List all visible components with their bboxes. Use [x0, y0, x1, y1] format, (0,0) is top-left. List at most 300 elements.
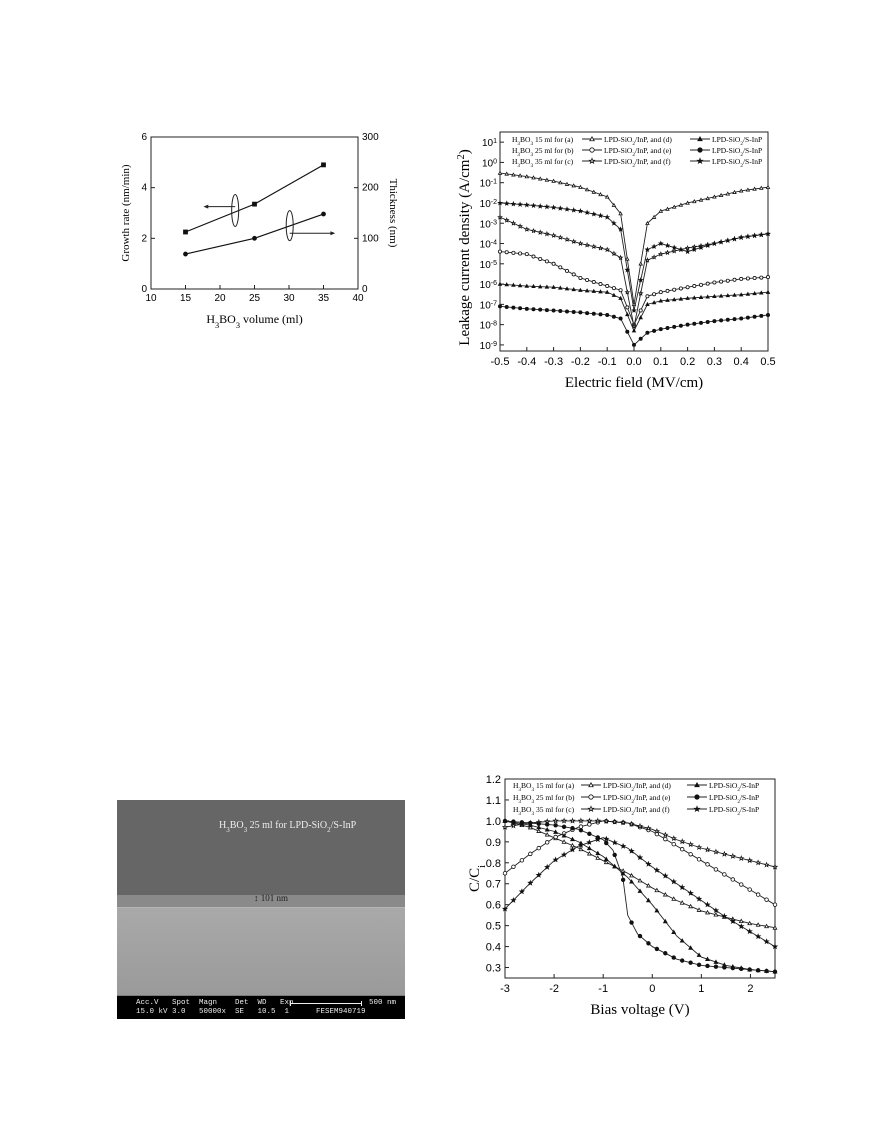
y-tick-label: 0.5 [485, 920, 501, 933]
legend-text: LPD-SiO$_2$/S-InP [709, 781, 760, 793]
sem-databar [117, 996, 405, 1019]
data-point [592, 290, 595, 293]
data-point [706, 295, 709, 298]
data-point [666, 289, 669, 292]
data-point [765, 924, 769, 927]
data-point [713, 295, 716, 298]
data-point [612, 287, 615, 290]
x-tick-label: 1 [698, 983, 705, 995]
series-line-0 [505, 821, 775, 928]
data-point [538, 231, 542, 235]
data-point [505, 218, 509, 222]
y-tick-label: $10^{-5}$ [479, 259, 497, 271]
data-point [532, 229, 536, 232]
data-point [689, 852, 693, 856]
data-point [579, 825, 583, 829]
data-point [630, 822, 634, 826]
y-tick-label: $10^{-1}$ [479, 178, 497, 190]
data-point [585, 211, 589, 215]
data-point [647, 884, 651, 887]
data-point [638, 879, 642, 882]
x-tick-label: -0.2 [570, 356, 590, 368]
data-point [740, 317, 743, 320]
data-point [619, 297, 622, 300]
x-tick-label: 20 [214, 293, 226, 304]
data-point [766, 232, 770, 236]
data-point [503, 871, 507, 875]
legend-marker [698, 137, 702, 141]
data-point [537, 826, 541, 829]
data-point [579, 819, 583, 823]
data-point [733, 293, 736, 296]
data-point [655, 829, 659, 833]
data-point [679, 203, 682, 206]
data-point [588, 852, 592, 855]
data-point [697, 858, 701, 862]
x-tick-label: 40 [352, 293, 364, 304]
y-tick-label: 0.7 [485, 878, 501, 891]
data-point [679, 287, 682, 290]
data-point [586, 289, 589, 292]
data-point [680, 847, 684, 851]
y-tick-label: 0.8 [485, 857, 501, 870]
data-point [655, 947, 659, 951]
data-point [713, 319, 716, 322]
data-point [773, 944, 777, 948]
y-tick-label: $10^{-8}$ [479, 320, 497, 332]
data-point [579, 311, 582, 314]
data-point [585, 243, 589, 247]
y-tick-label: 1.1 [485, 794, 501, 807]
data-point [666, 299, 669, 302]
data-point [666, 326, 669, 329]
legend-marker [589, 795, 593, 799]
data-point [539, 285, 542, 288]
data-point [773, 926, 777, 929]
sem-label-svg [219, 818, 389, 832]
data-point [503, 825, 507, 829]
data-point [766, 313, 769, 316]
data-point [572, 208, 576, 212]
data-point [498, 201, 502, 204]
data-point [505, 305, 508, 308]
data-point [714, 908, 718, 912]
data-point [572, 288, 575, 291]
data-point [766, 276, 769, 279]
data-point [679, 324, 682, 327]
y-tick-label: $10^{-3}$ [479, 218, 497, 231]
legend-marker [695, 806, 700, 811]
data-point [748, 929, 752, 933]
data-point [706, 197, 709, 200]
y-tick-label: 1.0 [485, 815, 501, 828]
x-tick-label: 15 [179, 293, 192, 304]
data-point [532, 204, 536, 207]
data-point [512, 221, 516, 225]
data-point [579, 209, 583, 213]
data-point [525, 253, 528, 256]
data-point [760, 186, 763, 189]
data-point [720, 319, 723, 322]
data-point [518, 203, 522, 207]
data-point [739, 919, 743, 922]
data-point [537, 829, 541, 832]
data-point [756, 934, 760, 938]
data-point [746, 235, 750, 239]
y2-tick-label: 300 [362, 132, 379, 143]
sem-substrate [117, 908, 405, 995]
data-point [773, 903, 777, 907]
data-point [632, 329, 635, 332]
data-point [538, 204, 542, 208]
x-tick-label: 35 [317, 293, 330, 304]
data-point [697, 963, 701, 967]
data-point [719, 240, 723, 244]
x-tick-label: 0.0 [626, 356, 642, 368]
data-point [512, 283, 515, 286]
data-point [663, 874, 667, 878]
x-tick-label: 0.5 [760, 356, 776, 368]
data-point [570, 819, 574, 823]
data-point [554, 858, 558, 862]
data-point [760, 291, 763, 294]
data-point [599, 193, 602, 196]
data-point [520, 821, 524, 825]
data-point [697, 897, 701, 901]
data-point [753, 276, 756, 279]
data-point [639, 262, 642, 265]
data-point [673, 205, 676, 208]
x-tick-label: -3 [500, 983, 510, 995]
data-point [565, 238, 569, 241]
data-point [626, 257, 629, 260]
data-point [552, 234, 556, 238]
data-point [588, 832, 592, 836]
legend-text: $H_3BO_3$ 15 ml for (a) [513, 781, 575, 793]
data-point [697, 845, 701, 849]
data-point [731, 878, 735, 882]
data-point [632, 343, 635, 346]
sem-thickness-label: 101 nm [260, 893, 289, 903]
y-tick-label: 1.2 [485, 774, 501, 786]
data-point [525, 175, 528, 178]
data-point [731, 966, 735, 970]
y-tick-label: 2 [141, 233, 147, 245]
data-point [723, 873, 727, 877]
data-point [559, 286, 562, 289]
data-point [559, 181, 562, 184]
data-point [726, 239, 730, 242]
data-point [639, 316, 642, 319]
legend-text: $H_3BO_3$ 25 ml for (b) [513, 793, 575, 805]
data-point [552, 286, 555, 289]
data-point [740, 189, 743, 192]
data-point [572, 273, 575, 276]
x-tick-label: -0.1 [597, 356, 617, 368]
data-point [571, 826, 575, 830]
data-point [606, 313, 609, 316]
data-point [765, 863, 769, 867]
data-point [739, 924, 743, 928]
data-point [663, 833, 667, 837]
data-point [672, 897, 676, 900]
data-point [659, 299, 662, 302]
data-point [653, 301, 656, 304]
data-point [686, 250, 690, 254]
data-point [545, 833, 549, 836]
y-tick-label: $10^{-7}$ [479, 299, 497, 312]
data-point [596, 856, 600, 859]
data-point [760, 233, 764, 237]
data-point [680, 901, 684, 904]
data-point [652, 255, 656, 258]
data-point [673, 288, 676, 291]
data-point [713, 242, 717, 246]
data-point [545, 823, 549, 827]
sem-sample-label [219, 818, 389, 835]
data-point [672, 880, 676, 884]
data-point [586, 188, 589, 191]
data-point [498, 171, 501, 174]
sem-scale-bar [290, 1001, 362, 1006]
legend-marker [589, 783, 593, 787]
legend-text: LPD-SiO$_2$/InP, and (f) [604, 157, 671, 169]
data-point [672, 836, 676, 840]
x-tick-label: 30 [283, 293, 295, 304]
x-axis-label: Bias voltage (V) [590, 1002, 690, 1018]
data-point [706, 957, 710, 960]
data-point [539, 257, 542, 260]
data-point [638, 824, 642, 828]
data-point [579, 242, 583, 246]
data-point [532, 308, 535, 311]
data-point [596, 851, 600, 854]
plot-frame [151, 137, 358, 289]
data-point [525, 203, 529, 207]
data-point [714, 868, 718, 872]
y-tick-label: $10^{-9}$ [479, 340, 497, 352]
data-point [773, 865, 777, 869]
data-point [756, 893, 760, 897]
data-point [689, 891, 693, 895]
sem-micrograph [117, 800, 405, 1019]
data-point [565, 183, 568, 186]
data-point [619, 317, 622, 320]
data-point [720, 194, 723, 197]
data-point [559, 309, 562, 312]
data-point [639, 292, 643, 296]
data-point [733, 318, 736, 321]
data-point [512, 306, 515, 309]
data-point [733, 237, 737, 241]
data-point [740, 293, 743, 296]
data-point [679, 248, 683, 251]
data-point [599, 313, 602, 316]
data-point [519, 307, 522, 310]
data-point [753, 234, 757, 238]
data-point [525, 227, 529, 231]
data-point [184, 252, 188, 256]
data-point [612, 252, 616, 256]
data-point [559, 236, 563, 239]
data-point [565, 287, 568, 290]
data-point [748, 858, 752, 862]
y-tick-label: $10^1$ [481, 137, 497, 150]
data-point [559, 266, 562, 269]
data-point [714, 913, 718, 916]
data-point [680, 959, 684, 963]
data-point [765, 898, 769, 902]
x-tick-label: 0.2 [679, 356, 696, 368]
legend-marker [590, 148, 594, 152]
data-point [706, 911, 710, 914]
data-point [647, 942, 651, 946]
data-point [498, 215, 502, 219]
data-point [666, 207, 669, 210]
data-point [756, 861, 760, 865]
data-point [666, 244, 670, 248]
data-point [505, 283, 508, 286]
data-point [532, 176, 535, 179]
data-point [586, 278, 589, 281]
data-point [599, 246, 603, 250]
data-point [756, 923, 760, 926]
legend-text: LPD-SiO$_2$/S-InP [712, 157, 763, 169]
y-axis-label: $C/C_i$ [467, 864, 488, 893]
data-point [512, 173, 515, 176]
data-point [253, 236, 257, 240]
data-point [706, 320, 709, 323]
data-point [545, 205, 549, 209]
data-point [686, 286, 689, 289]
cv-chart [467, 770, 790, 1025]
legend-marker [695, 783, 699, 787]
x-tick-label: 0 [649, 983, 656, 995]
y-tick-label: $10^{-2}$ [479, 198, 497, 210]
data-point [766, 291, 769, 294]
data-point [655, 888, 659, 891]
data-point [570, 848, 574, 852]
data-point [253, 202, 257, 206]
data-point [666, 251, 670, 255]
thickness-arrow-icon: ↕ [254, 893, 259, 903]
data-point [562, 825, 566, 829]
data-point [639, 278, 643, 282]
x-tick-label: 10 [145, 293, 157, 304]
data-point [554, 830, 558, 833]
data-point [653, 293, 656, 296]
y2-axis-label: Thickness (nm) [387, 178, 399, 248]
y-tick-label: $10^0$ [481, 157, 497, 170]
data-point [731, 854, 735, 858]
data-point [705, 903, 709, 907]
data-point [664, 893, 668, 896]
x-tick-label: 2 [747, 983, 754, 995]
legend-text: $H_3BO_3$ 15 ml for (a) [512, 135, 574, 147]
data-point [184, 230, 188, 234]
legend-marker [590, 137, 594, 141]
data-point [723, 966, 727, 970]
sem-vacuum-region [117, 800, 405, 895]
data-point [562, 853, 566, 857]
data-point [673, 325, 676, 328]
data-point [706, 282, 709, 285]
data-point [505, 172, 508, 175]
sem-databar-header: Acc.V Spot Magn Det WD Exp [136, 999, 294, 1007]
data-point [498, 305, 501, 308]
y2-tick-label: 200 [362, 182, 379, 194]
data-point [572, 310, 575, 313]
y-tick-label: $10^{-4}$ [479, 239, 497, 251]
data-point [760, 276, 763, 279]
y-tick-label: 4 [141, 182, 147, 194]
legend-marker [695, 795, 699, 799]
data-point [552, 179, 555, 182]
data-point [545, 232, 549, 236]
legend-text: $H_3BO_3$ 35 ml for (c) [513, 805, 575, 817]
y-tick-label: 0 [141, 284, 147, 295]
data-point [705, 848, 709, 852]
data-point [733, 191, 736, 194]
data-point [571, 837, 575, 840]
data-point [565, 269, 568, 272]
data-point [639, 309, 642, 312]
data-point [572, 184, 575, 187]
data-point [520, 859, 524, 863]
data-point [680, 885, 684, 889]
series-line-1 [186, 214, 324, 254]
x-tick-label: -0.5 [490, 356, 510, 368]
growth-rate-chart [110, 125, 410, 335]
data-point [680, 839, 684, 843]
x-tick-label: 0.1 [653, 356, 669, 368]
data-point [740, 277, 743, 280]
y-tick-label: 6 [141, 132, 147, 143]
data-point [739, 967, 743, 971]
data-point [322, 163, 326, 167]
data-point [693, 322, 696, 325]
data-point [746, 316, 749, 319]
data-point [653, 329, 656, 332]
data-point [606, 195, 609, 198]
data-point [612, 294, 615, 297]
data-point [753, 187, 756, 190]
legend-marker [698, 148, 702, 152]
data-point [565, 207, 569, 211]
data-point [748, 922, 752, 925]
data-point [686, 323, 689, 326]
data-point [699, 198, 702, 201]
data-point [672, 246, 676, 250]
data-point [579, 848, 583, 851]
y-tick-label: 0.4 [485, 941, 501, 954]
data-point [693, 200, 696, 203]
legend-text: LPD-SiO$_2$/S-InP [712, 135, 763, 147]
data-point [592, 212, 596, 215]
data-point [612, 315, 615, 318]
data-point [505, 251, 508, 254]
data-point [505, 202, 509, 206]
data-point [689, 842, 693, 846]
data-point [672, 956, 676, 960]
data-point [726, 279, 729, 282]
data-point [646, 248, 650, 252]
x-tick-label: 0.3 [706, 356, 723, 368]
data-point [525, 284, 528, 287]
data-point [565, 310, 568, 313]
data-point [638, 934, 642, 938]
data-point [746, 292, 749, 295]
